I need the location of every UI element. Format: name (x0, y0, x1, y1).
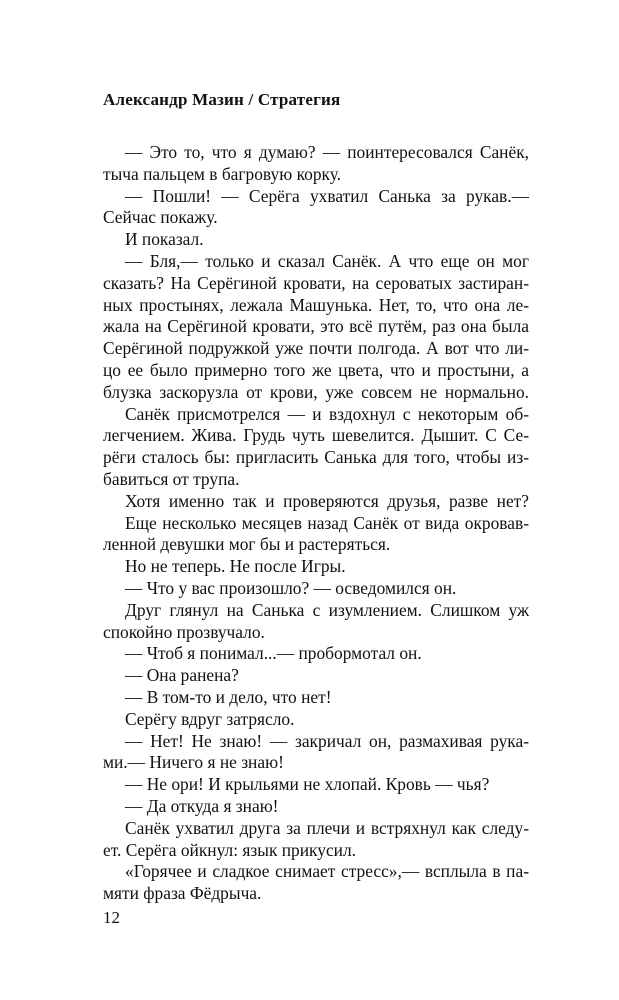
text-line: блузка заскорузла от крови, уже совсем не нормально. (103, 381, 529, 402)
text-line: — Что у вас произошло? — осведомился он. (125, 577, 457, 598)
text-line: Серёгиной подружкой уже почти полгода. А вот что ли- (103, 338, 529, 359)
text-line: ленной девушки мог бы и растеряться. (103, 534, 391, 555)
text-line: — Пошли! — Серёга ухватил Санька за рукав.— (125, 185, 529, 206)
text-line: Хотя именно так и проверяются друзья, разве нет? (125, 490, 529, 511)
text-line: «Горячее и сладкое снимает стресс»,— всплыла в па- (125, 861, 529, 882)
text-line: — Нет! Не знаю! — закричал он, размахивая рука- (125, 730, 529, 751)
text-line: Друг глянул на Санька с изумлением. Слишком уж (125, 599, 529, 620)
text-line: рёги сталось бы: пригласить Санька для того, чтобы из- (103, 447, 529, 468)
text-line: Санёк ухватил друга за плечи и встряхнул как следу- (125, 817, 529, 838)
text-line: легчением. Жива. Грудь чуть шевелится. Дышит. С Се- (103, 425, 529, 446)
page-number: 12 (103, 908, 120, 927)
running-header: Александр Мазин / Стратегия (103, 90, 341, 109)
text-line: бавиться от трупа. (103, 468, 240, 489)
text-line: жала на Серёгиной кровати, это всё путём, раз она была (103, 316, 529, 337)
text-line: — Она ранена? (125, 665, 239, 686)
text-line: ми.— Ничего я не знаю! (103, 752, 284, 773)
text-line: Серёгу вдруг затрясло. (125, 708, 295, 729)
text-line: Санёк присмотрелся — и вздохнул с некоторым об- (125, 403, 529, 424)
text-line: ет. Серёга ойкнул: язык прикусил. (103, 839, 357, 860)
text-line: И показал. (125, 229, 204, 250)
text-line: Но не теперь. Не после Игры. (125, 556, 346, 577)
body-text (103, 142, 529, 905)
text-line: Еще несколько месяцев назад Санёк от вида окровав- (125, 512, 529, 533)
text-line: — Да откуда я знаю! (125, 795, 279, 816)
text-line: — Бля,— только и сказал Санёк. А что еще он мог (125, 250, 529, 271)
text-line: — В том-то и дело, что нет! (125, 686, 332, 707)
text-line: сказать? На Серёгиной кровати, на сероватых застиран- (103, 272, 529, 293)
text-line: тыча пальцем в багровую корку. (103, 163, 342, 184)
text-line: мяти фраза Фёдрыча. (103, 883, 262, 904)
text-line: Сейчас покажу. (103, 207, 218, 228)
text-line: ных простынях, лежала Машунька. Нет, то, что она ле- (103, 294, 529, 315)
text-line: — Не ори! И крыльями не хлопай. Кровь — чья? (125, 774, 490, 795)
text-line: цо ее было примерно того же цвета, что и простыни, а (103, 359, 529, 380)
text-line: — Это то, что я думаю? — поинтересовался Санёк, (125, 142, 529, 162)
text-line: спокойно прозвучало. (103, 621, 265, 642)
text-line: — Чтоб я понимал...— пробормотал он. (125, 643, 422, 664)
